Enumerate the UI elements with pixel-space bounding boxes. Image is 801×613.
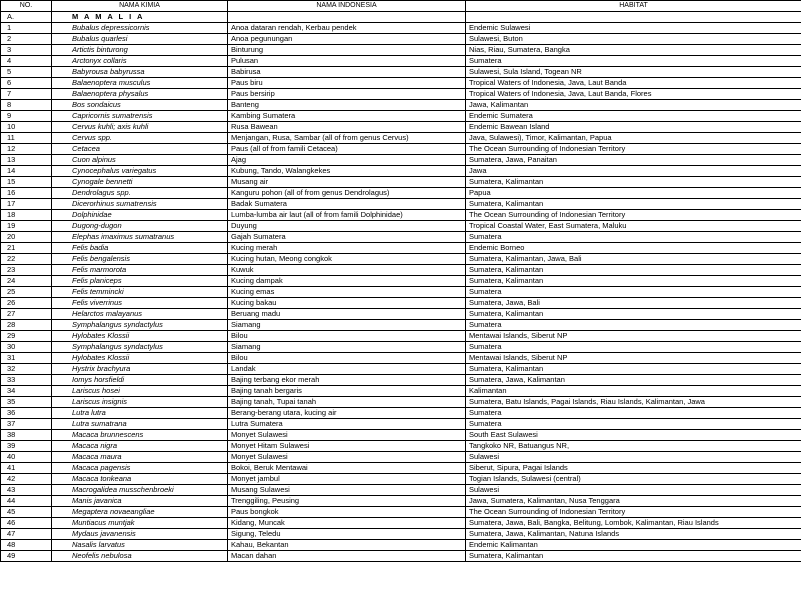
table-row: [1, 518, 801, 529]
cell-nama-indonesia: Paus biru: [228, 78, 466, 89]
cell-number: 47: [1, 529, 52, 540]
header-nama-indonesia: NAMA INDONESIA: [228, 1, 466, 12]
cell-nama-indonesia: Siamang: [228, 320, 466, 331]
cell-number: 35: [1, 397, 52, 408]
cell-number: 26: [1, 298, 52, 309]
table-row: [1, 397, 801, 408]
cell-nama-indonesia: Menjangan, Rusa, Sambar (all of from genus Cervus): [228, 133, 466, 144]
cell-habitat: Sumatera: [466, 56, 801, 67]
cell-nama-indonesia: Berang-berang utara, kucing air: [228, 408, 466, 419]
cell-number: 31: [1, 353, 52, 364]
cell-number: 4: [1, 56, 52, 67]
cell-habitat: Sulawesi: [466, 452, 801, 463]
cell-nama-kimia: Cuon alpinus: [52, 155, 228, 166]
cell-number: 49: [1, 551, 52, 562]
table-row: [1, 89, 801, 100]
cell-nama-kimia: Cervus kuhli; axis kuhli: [52, 122, 228, 133]
cell-nama-kimia: Dicerorhinus sumatrensis: [52, 199, 228, 210]
cell-number: 3: [1, 45, 52, 56]
table-row: [1, 408, 801, 419]
table-row: [1, 100, 801, 111]
cell-nama-indonesia: Kambing Sumatera: [228, 111, 466, 122]
table-row: [1, 386, 801, 397]
cell-nama-indonesia: Kucing bakau: [228, 298, 466, 309]
cell-nama-kimia: Lariscus insignis: [52, 397, 228, 408]
cell-number: 44: [1, 496, 52, 507]
cell-nama-kimia: Elephas imaximus sumatranus: [52, 232, 228, 243]
table-row: [1, 309, 801, 320]
cell-nama-indonesia: Gajah Sumatera: [228, 232, 466, 243]
section-row: [1, 12, 801, 23]
cell-nama-indonesia: Bilou: [228, 331, 466, 342]
cell-nama-kimia: Macrogalidea musschenbroeki: [52, 485, 228, 496]
cell-nama-kimia: Capricornis sumatrensis: [52, 111, 228, 122]
cell-number: 29: [1, 331, 52, 342]
table-row: [1, 551, 801, 562]
section-empty-cell: [228, 12, 466, 23]
cell-habitat: Sumatera, Kalimantan: [466, 551, 801, 562]
header-nama-kimia: NAMA KIMIA: [52, 1, 228, 12]
cell-number: 25: [1, 287, 52, 298]
cell-habitat: Tropical Coastal Water, East Sumatera, Maluku: [466, 221, 801, 232]
cell-nama-kimia: Dolphinidae: [52, 210, 228, 221]
cell-habitat: Papua: [466, 188, 801, 199]
cell-nama-indonesia: Badak Sumatera: [228, 199, 466, 210]
cell-nama-indonesia: Bilou: [228, 353, 466, 364]
cell-number: 28: [1, 320, 52, 331]
cell-nama-indonesia: Binturung: [228, 45, 466, 56]
cell-habitat: Sumatera: [466, 408, 801, 419]
cell-nama-kimia: Helarctos malayanus: [52, 309, 228, 320]
cell-habitat: Sumatera, Kalimantan: [466, 276, 801, 287]
header-no: NO.: [1, 1, 52, 12]
cell-number: 43: [1, 485, 52, 496]
cell-number: 32: [1, 364, 52, 375]
cell-nama-kimia: Hystrix brachyura: [52, 364, 228, 375]
cell-nama-kimia: Mydaus javanensis: [52, 529, 228, 540]
cell-nama-kimia: Muntiacus muntjak: [52, 518, 228, 529]
cell-nama-indonesia: Anoa dataran rendah, Kerbau pendek: [228, 23, 466, 34]
cell-nama-indonesia: Beruang madu: [228, 309, 466, 320]
cell-nama-indonesia: Musang Sulawesi: [228, 485, 466, 496]
cell-number: 15: [1, 177, 52, 188]
cell-nama-kimia: Cetacea: [52, 144, 228, 155]
cell-nama-indonesia: Landak: [228, 364, 466, 375]
table-row: [1, 188, 801, 199]
table-row: [1, 419, 801, 430]
cell-habitat: Sumatera: [466, 342, 801, 353]
header-habitat: HABITAT: [466, 1, 801, 12]
cell-habitat: Sumatera: [466, 419, 801, 430]
cell-nama-indonesia: Duyung: [228, 221, 466, 232]
section-empty-cell: [466, 12, 801, 23]
table-row: [1, 441, 801, 452]
cell-habitat: Mentawai Islands, Siberut NP: [466, 331, 801, 342]
table-row: [1, 210, 801, 221]
cell-habitat: Sumatera, Jawa, Kalimantan: [466, 375, 801, 386]
cell-habitat: Jawa: [466, 166, 801, 177]
cell-nama-indonesia: Paus (all of from famili Cetacea): [228, 144, 466, 155]
cell-number: 2: [1, 34, 52, 45]
table-row: [1, 331, 801, 342]
cell-number: 11: [1, 133, 52, 144]
table-row: [1, 529, 801, 540]
cell-number: 42: [1, 474, 52, 485]
cell-nama-indonesia: Monyet Sulawesi: [228, 430, 466, 441]
cell-nama-kimia: Symphalangus syndactylus: [52, 342, 228, 353]
cell-number: 41: [1, 463, 52, 474]
cell-number: 7: [1, 89, 52, 100]
cell-habitat: Sumatera, Kalimantan: [466, 265, 801, 276]
cell-habitat: Sumatera: [466, 232, 801, 243]
cell-habitat: South East Sulawesi: [466, 430, 801, 441]
cell-number: 30: [1, 342, 52, 353]
cell-nama-kimia: Macaca maura: [52, 452, 228, 463]
cell-nama-kimia: Felis badia: [52, 243, 228, 254]
cell-habitat: Sumatera: [466, 287, 801, 298]
cell-habitat: Sulawesi, Buton: [466, 34, 801, 45]
cell-habitat: Sumatera, Jawa, Panaitan: [466, 155, 801, 166]
cell-nama-kimia: Felis viverrinus: [52, 298, 228, 309]
cell-nama-indonesia: Kucing emas: [228, 287, 466, 298]
cell-habitat: Sumatera, Jawa, Bali, Bangka, Belitung, Lombok, Kalimantan, Riau Islands: [466, 518, 801, 529]
cell-number: 21: [1, 243, 52, 254]
cell-number: 16: [1, 188, 52, 199]
cell-nama-kimia: Macaca brunnescens: [52, 430, 228, 441]
cell-nama-indonesia: Monyet Sulawesi: [228, 452, 466, 463]
table-row: [1, 452, 801, 463]
cell-habitat: Sumatera, Batu Islands, Pagai Islands, Riau Islands, Kalimantan, Jawa: [466, 397, 801, 408]
cell-number: 46: [1, 518, 52, 529]
table-row: [1, 254, 801, 265]
cell-habitat: Togian Islands, Sulawesi (central): [466, 474, 801, 485]
table-row: [1, 540, 801, 551]
cell-nama-kimia: Balaenoptera musculus: [52, 78, 228, 89]
cell-nama-kimia: Macaca tonkeana: [52, 474, 228, 485]
cell-habitat: Sumatera, Jawa, Kalimantan, Natuna Islands: [466, 529, 801, 540]
cell-number: 5: [1, 67, 52, 78]
cell-habitat: Sumatera, Kalimantan: [466, 309, 801, 320]
cell-habitat: Endemic Bawean Island: [466, 122, 801, 133]
cell-nama-indonesia: Sigung, Teledu: [228, 529, 466, 540]
cell-nama-indonesia: Lutra Sumatera: [228, 419, 466, 430]
cell-number: 19: [1, 221, 52, 232]
cell-nama-kimia: Cynogale bennetti: [52, 177, 228, 188]
cell-nama-kimia: Lutra sumatrana: [52, 419, 228, 430]
table-row: [1, 122, 801, 133]
cell-number: 1: [1, 23, 52, 34]
table-row: [1, 78, 801, 89]
cell-nama-indonesia: Bajing terbang ekor merah: [228, 375, 466, 386]
table-row: [1, 56, 801, 67]
cell-number: 20: [1, 232, 52, 243]
cell-nama-indonesia: Macan dahan: [228, 551, 466, 562]
cell-nama-indonesia: Kucing merah: [228, 243, 466, 254]
cell-nama-indonesia: Kidang, Muncak: [228, 518, 466, 529]
cell-nama-indonesia: Siamang: [228, 342, 466, 353]
cell-nama-indonesia: Kubung, Tando, Walangkekes: [228, 166, 466, 177]
section-title: M A M A L I A: [52, 12, 228, 23]
table-row: [1, 265, 801, 276]
cell-number: 9: [1, 111, 52, 122]
cell-nama-kimia: Cynocephalus variegatus: [52, 166, 228, 177]
cell-nama-indonesia: Kucing dampak: [228, 276, 466, 287]
table-row: [1, 133, 801, 144]
cell-nama-kimia: Lariscus hosei: [52, 386, 228, 397]
cell-number: 14: [1, 166, 52, 177]
cell-number: 38: [1, 430, 52, 441]
cell-nama-indonesia: Kuwuk: [228, 265, 466, 276]
cell-habitat: Siberut, Sipura, Pagai Islands: [466, 463, 801, 474]
cell-habitat: Mentawai Islands, Siberut NP: [466, 353, 801, 364]
cell-nama-indonesia: Ajag: [228, 155, 466, 166]
cell-habitat: Sumatera, Jawa, Bali: [466, 298, 801, 309]
cell-nama-kimia: Balaenoptera physalus: [52, 89, 228, 100]
cell-nama-indonesia: Bajing tanah, Tupai tanah: [228, 397, 466, 408]
table-row: [1, 320, 801, 331]
cell-nama-indonesia: Lumba-lumba air laut (all of from famili Dolphinidae): [228, 210, 466, 221]
cell-habitat: Sumatera, Kalimantan: [466, 177, 801, 188]
table-row: [1, 485, 801, 496]
table-row: [1, 166, 801, 177]
cell-nama-indonesia: Pulusan: [228, 56, 466, 67]
cell-habitat: Jawa, Kalimantan: [466, 100, 801, 111]
cell-number: 18: [1, 210, 52, 221]
cell-habitat: Java, Sulawesi), Timor, Kalimantan, Papua: [466, 133, 801, 144]
cell-nama-kimia: Macaca nigra: [52, 441, 228, 452]
cell-number: 22: [1, 254, 52, 265]
cell-nama-indonesia: Kahau, Bekantan: [228, 540, 466, 551]
cell-habitat: Sumatera: [466, 320, 801, 331]
cell-nama-kimia: Hylobates Klossii: [52, 353, 228, 364]
cell-nama-indonesia: Kucing hutan, Meong congkok: [228, 254, 466, 265]
cell-nama-kimia: Felis marmorota: [52, 265, 228, 276]
cell-number: 10: [1, 122, 52, 133]
cell-nama-kimia: Babyrousa babyrussa: [52, 67, 228, 78]
table-row: [1, 111, 801, 122]
cell-habitat: The Ocean Surrounding of Indonesian Territory: [466, 144, 801, 155]
table-row: [1, 199, 801, 210]
cell-habitat: Endemic Sumatera: [466, 111, 801, 122]
cell-habitat: Jawa, Sumatera, Kalimantan, Nusa Tenggara: [466, 496, 801, 507]
table-row: [1, 474, 801, 485]
cell-nama-indonesia: Babirusa: [228, 67, 466, 78]
cell-nama-kimia: Felis temmincki: [52, 287, 228, 298]
cell-number: 45: [1, 507, 52, 518]
cell-nama-indonesia: Banteng: [228, 100, 466, 111]
cell-nama-kimia: Iomys horsfieldi: [52, 375, 228, 386]
cell-number: 48: [1, 540, 52, 551]
cell-number: 12: [1, 144, 52, 155]
cell-nama-indonesia: Paus bongkok: [228, 507, 466, 518]
cell-number: 6: [1, 78, 52, 89]
cell-habitat: Tropical Waters of Indonesia, Java, Laut Banda: [466, 78, 801, 89]
cell-nama-kimia: Manis javanica: [52, 496, 228, 507]
cell-nama-kimia: Bubalus quarlesi: [52, 34, 228, 45]
cell-number: 39: [1, 441, 52, 452]
cell-nama-kimia: Hylobates Klossii: [52, 331, 228, 342]
table-row: [1, 177, 801, 188]
cell-nama-kimia: Megaptera novaeangliae: [52, 507, 228, 518]
cell-number: 34: [1, 386, 52, 397]
header-row: [1, 1, 801, 12]
cell-nama-indonesia: Musang air: [228, 177, 466, 188]
cell-nama-kimia: Bos sondaicus: [52, 100, 228, 111]
table-row: [1, 287, 801, 298]
cell-nama-indonesia: Paus bersirip: [228, 89, 466, 100]
cell-nama-kimia: Macaca pagensis: [52, 463, 228, 474]
cell-nama-kimia: Felis bengalensis: [52, 254, 228, 265]
cell-number: 27: [1, 309, 52, 320]
cell-nama-indonesia: Anoa pegunungan: [228, 34, 466, 45]
cell-habitat: Sumatera, Kalimantan: [466, 199, 801, 210]
table-row: [1, 496, 801, 507]
table-row: [1, 298, 801, 309]
cell-habitat: Sulawesi, Sula Island, Togean NR: [466, 67, 801, 78]
table-row: [1, 34, 801, 45]
cell-number: 17: [1, 199, 52, 210]
table-row: [1, 45, 801, 56]
table-row: [1, 276, 801, 287]
cell-nama-kimia: Dugong-dugon: [52, 221, 228, 232]
table-row: [1, 353, 801, 364]
cell-nama-indonesia: Kanguru pohon (all of from genus Dendrolagus): [228, 188, 466, 199]
table-row: [1, 144, 801, 155]
cell-nama-kimia: Symphalangus syndactylus: [52, 320, 228, 331]
cell-nama-kimia: Bubalus depressicornis: [52, 23, 228, 34]
cell-number: 40: [1, 452, 52, 463]
cell-habitat: Sumatera, Kalimantan: [466, 364, 801, 375]
cell-habitat: Endemic Sulawesi: [466, 23, 801, 34]
cell-habitat: Sumatera, Kalimantan, Jawa, Bali: [466, 254, 801, 265]
table-row: [1, 375, 801, 386]
section-number: A.: [1, 12, 52, 23]
cell-number: 36: [1, 408, 52, 419]
cell-habitat: Tangkoko NR, Batuangus NR,: [466, 441, 801, 452]
cell-nama-kimia: Nasalis larvatus: [52, 540, 228, 551]
cell-nama-indonesia: Monyet Hitam Sulawesi: [228, 441, 466, 452]
cell-habitat: Endemic Borneo: [466, 243, 801, 254]
cell-nama-indonesia: Rusa Bawean: [228, 122, 466, 133]
table-body: [1, 12, 801, 562]
cell-habitat: Tropical Waters of Indonesia, Java, Laut Banda, Flores: [466, 89, 801, 100]
cell-nama-kimia: Neofelis nebulosa: [52, 551, 228, 562]
cell-nama-indonesia: Bokoi, Beruk Mentawai: [228, 463, 466, 474]
cell-nama-indonesia: Monyet jambul: [228, 474, 466, 485]
table-row: [1, 463, 801, 474]
cell-habitat: The Ocean Surrounding of Indonesian Territory: [466, 507, 801, 518]
cell-number: 23: [1, 265, 52, 276]
cell-number: 8: [1, 100, 52, 111]
cell-nama-kimia: Cervus spp.: [52, 133, 228, 144]
cell-nama-kimia: Felis planiceps: [52, 276, 228, 287]
table-row: [1, 430, 801, 441]
cell-habitat: Endemic Kalimantan: [466, 540, 801, 551]
cell-nama-kimia: Artictis binturong: [52, 45, 228, 56]
table-row: [1, 23, 801, 34]
cell-nama-kimia: Dendrolagus spp.: [52, 188, 228, 199]
cell-habitat: The Ocean Surrounding of Indonesian Territory: [466, 210, 801, 221]
cell-habitat: Sulawesi: [466, 485, 801, 496]
cell-nama-indonesia: Bajing tanah bergaris: [228, 386, 466, 397]
table-row: [1, 243, 801, 254]
table-row: [1, 155, 801, 166]
cell-habitat: Nias, Riau, Sumatera, Bangka: [466, 45, 801, 56]
cell-number: 37: [1, 419, 52, 430]
cell-number: 33: [1, 375, 52, 386]
table-row: [1, 232, 801, 243]
table-row: [1, 507, 801, 518]
cell-number: 13: [1, 155, 52, 166]
cell-number: 24: [1, 276, 52, 287]
table-row: [1, 342, 801, 353]
table-row: [1, 221, 801, 232]
table-row: [1, 67, 801, 78]
cell-nama-kimia: Arctonyx collaris: [52, 56, 228, 67]
cell-habitat: Kalimantan: [466, 386, 801, 397]
table-row: [1, 364, 801, 375]
cell-nama-kimia: Lutra lutra: [52, 408, 228, 419]
cell-nama-indonesia: Trenggiling, Peusing: [228, 496, 466, 507]
